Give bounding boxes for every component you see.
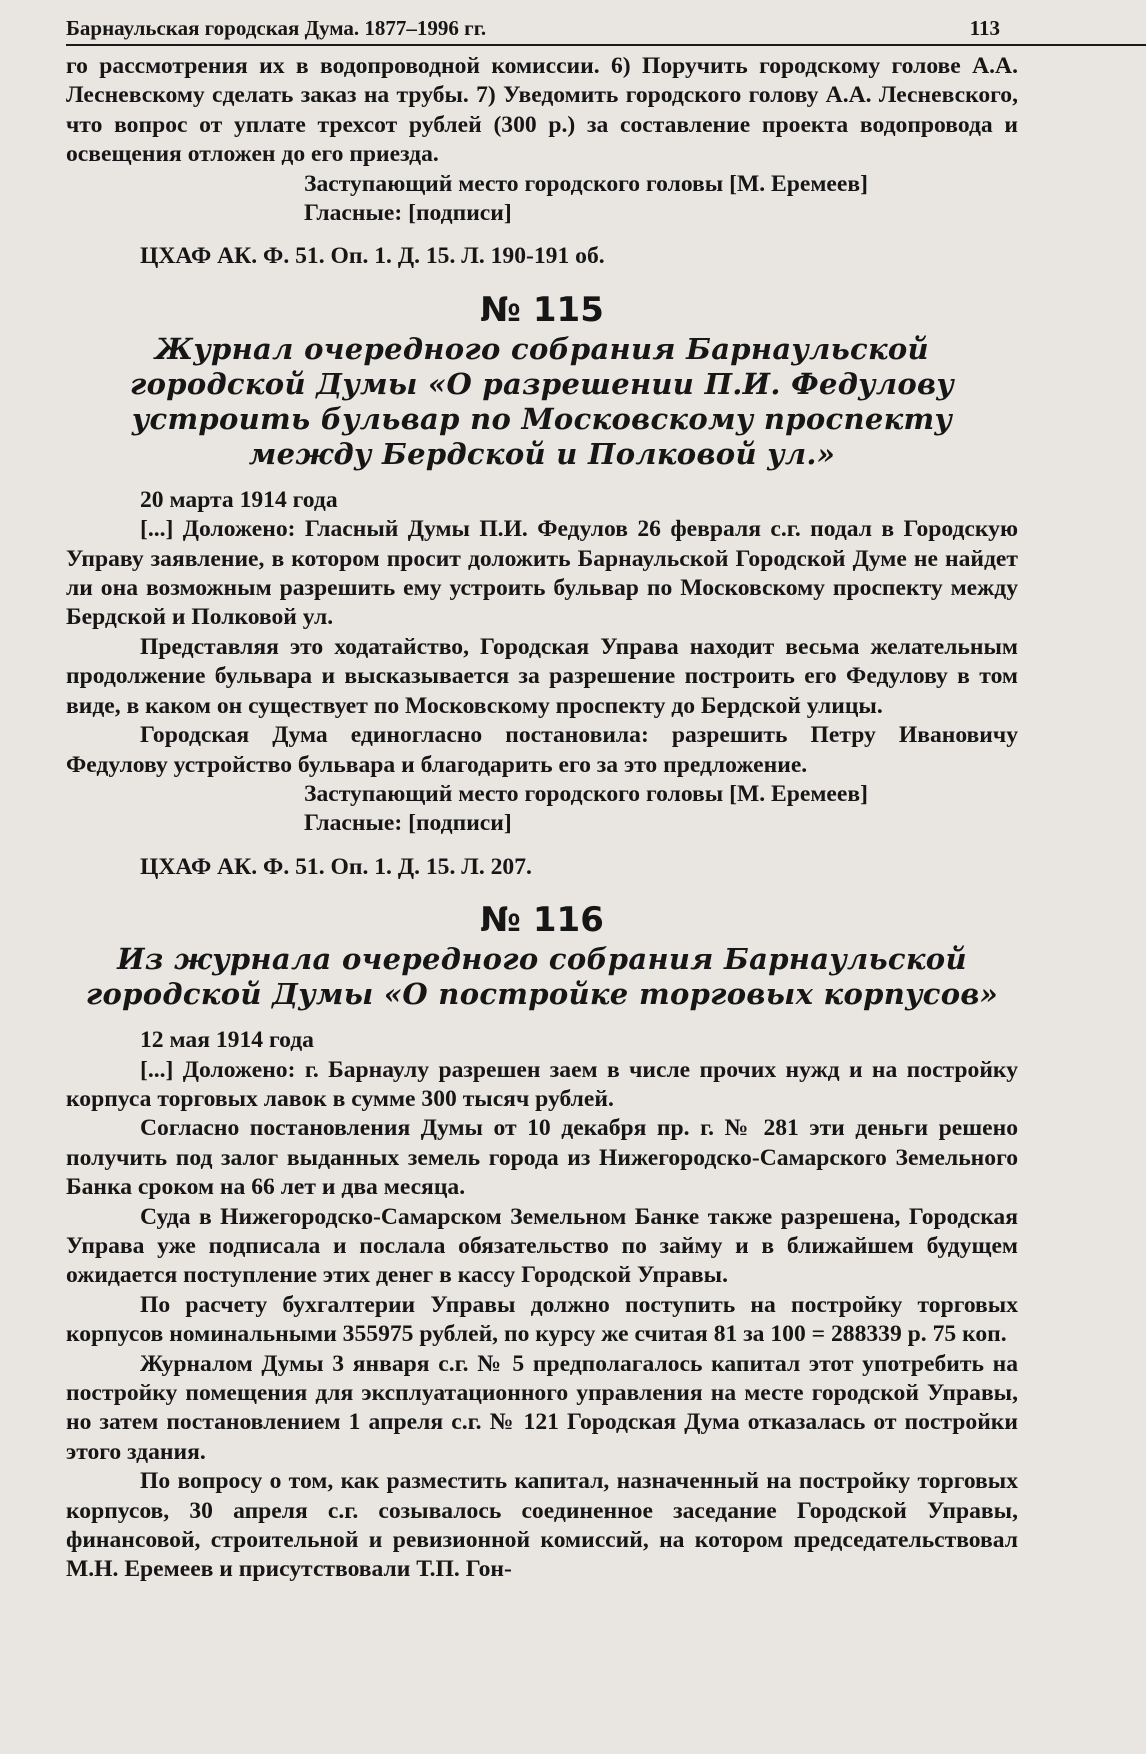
body-paragraph: Согласно постановления Думы от 10 декабря пр. г. № 281 эти деньги решено получить под залог выданных земель города из Нижегородско-Самарского Земельного Банка сроком на 66 лет и два месяца. bbox=[66, 1115, 1018, 1201]
document-title-line: между Бердской и Полковой ул.» bbox=[248, 436, 836, 471]
document-title-line: устроить бульвар по Московскому проспекту bbox=[131, 401, 953, 436]
running-title: Барнаульская городская Дума. 1877–1996 гг. bbox=[66, 16, 487, 40]
document-title bbox=[66, 942, 1018, 1012]
document-title-line: городской Думы «О постройке торговых корпусов» bbox=[85, 977, 999, 1012]
document-number: № 116 bbox=[480, 900, 604, 941]
page-number: 113 bbox=[969, 16, 1000, 40]
document-body bbox=[66, 515, 1018, 780]
continued-text bbox=[66, 52, 1018, 170]
running-header bbox=[66, 16, 1146, 46]
body-paragraph: [...] Доложено: Гласный Думы П.И. Федулов 26 февраля с.г. подал в Городскую Управу заявление, в котором просит доложить Барнаульской Городской Думе не найдет ли она возможным разрешить ему устроить бульвар по Московскому проспекту между Бердской и Полковой ул. bbox=[66, 516, 1018, 631]
body-paragraph: Суда в Нижегородско-Самарском Земельном Банке также разрешена, Городская Управа уже подписала и послала обязательство по займу и в ближайшем будущем ожидается поступление этих денег в кассу Городской Управы. bbox=[66, 1203, 1018, 1289]
body-paragraph: Представляя это ходатайство, Городская Управа находит весьма желательным продолжение бульвара и высказывается за разрешение построить его Федулову в том виде, в каком он существует по Московскому проспекту до Бердской улицы. bbox=[66, 633, 1018, 719]
body-paragraph: По расчету бухгалтерии Управы должно поступить на постройку торговых корпусов номинальными 355975 рублей, по курсу же считая 81 за 100 = 288339 р. 75 коп. bbox=[66, 1291, 1018, 1348]
document-title-line: Из журнала очередного собрания Барнаульской bbox=[117, 942, 967, 977]
body-paragraph: Журналом Думы 3 января с.г. № 5 предполагалось капитал этот употребить на постройку помещения для эксплуатационного управления на месте городской Управы, но затем постановлением 1 апреля с.г. № 121 Городская Дума отказалась от постройки этого здания. bbox=[66, 1350, 1018, 1465]
document-body bbox=[66, 1056, 1018, 1585]
archive-reference: ЦХАФ АК. Ф. 51. Оп. 1. Д. 15. Л. 190-191 об. bbox=[140, 243, 605, 270]
document-title bbox=[66, 332, 1018, 472]
document-date: 12 мая 1914 года bbox=[140, 1027, 314, 1054]
document-title-line: Журнал очередного собрания Барнаульской bbox=[155, 331, 929, 366]
document-number: № 115 bbox=[480, 289, 604, 330]
document-title-line: городской Думы «О разрешении П.И. Федулову bbox=[129, 366, 954, 401]
body-paragraph: По вопросу о том, как разместить капитал, назначенный на постройку торговых корпусов, 30 апреля с.г. созывалось соединенное заседание Городской Управы, финансовой, строительной и ревизионной комиссий, на котором председательствовал М.Н. Еремеев и присутствовали Т.П. Гон- bbox=[66, 1468, 1018, 1583]
archive-reference: ЦХАФ АК. Ф. 51. Оп. 1. Д. 15. Л. 207. bbox=[140, 853, 532, 880]
body-paragraph: Городская Дума единогласно постановила: разрешить Петру Ивановичу Федулову устройство бульвара и благодарить его за это предложение. bbox=[66, 722, 1018, 778]
signature-role: Заступающий место городского головы [М. Еремеев] bbox=[304, 780, 868, 807]
signature-glasnye: Гласные: [подписи] bbox=[304, 810, 512, 837]
body-paragraph: [...] Доложено: г. Барнаулу разрешен заем в числе прочих нужд и на постройку корпуса торговых лавок в сумме 300 тысяч рублей. bbox=[66, 1056, 1018, 1112]
signature-role: Заступающий место городского головы [М. Еремеев] bbox=[304, 170, 868, 197]
document-date: 20 марта 1914 года bbox=[140, 486, 338, 513]
signature-glasnye: Гласные: [подписи] bbox=[304, 200, 512, 227]
continued-paragraph: го рассмотрения их в водопроводной комиссии. 6) Поручить городскому голове А.А. Лесневскому сделать заказ на трубы. 7) Уведомить городского голову А.А. Лесневского, что вопрос от уплате трехсот рублей (300 р.) за составление проекта водопровода и освещения отложен до его приезда. bbox=[66, 53, 1018, 168]
